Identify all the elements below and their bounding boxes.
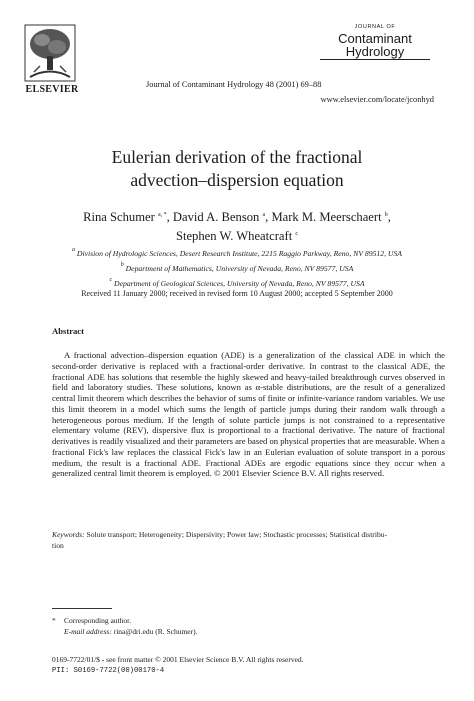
- keywords-line-1: [52, 530, 445, 541]
- footnote-mark: *: [52, 616, 56, 625]
- corresponding-note: [52, 616, 197, 627]
- journal-brand-small: JOURNAL OF: [354, 24, 396, 30]
- keywords-label: Keywords:: [52, 530, 85, 539]
- issn-line: 0169-7722/01/$ - see front matter © 2001 Elsevier Science B.V. All rights reserved.: [52, 655, 304, 664]
- pii-line: PII: S0169-7722(00)00170-4: [52, 666, 165, 675]
- author-list: [0, 207, 474, 245]
- footnote-rule: [52, 608, 112, 609]
- affiliation-mark: a: [71, 247, 75, 253]
- author-affil-mark: a: [262, 212, 266, 218]
- journal-brand-line1: Contaminant: [338, 31, 412, 46]
- affiliation-item: [0, 260, 474, 275]
- author-name: David A. Benson: [172, 210, 260, 224]
- author-affil-mark: b: [384, 212, 388, 218]
- affiliations: [0, 245, 474, 289]
- keywords: [52, 530, 445, 551]
- abstract-heading: Abstract: [52, 326, 84, 336]
- affiliation-mark: c: [109, 276, 113, 283]
- author-affil-mark: a, *: [157, 212, 167, 218]
- affiliation-text: Division of Hydrologic Sciences, Desert Research Institute, 2215 Raggio Parkway, Reno, NV 89512, USA: [76, 249, 403, 258]
- publisher-name: ELSEVIER: [25, 84, 79, 95]
- title-line-1: Eulerian derivation of the fractional: [111, 147, 363, 167]
- email-address[interactable]: rina@dri.edu (R. Schumer).: [113, 626, 198, 636]
- footnote: [52, 616, 197, 637]
- author-line-2: [0, 226, 474, 245]
- author-name: Mark M. Meerschaert: [271, 210, 382, 224]
- affiliation-text: Department of Geological Sciences, University of Nevada, Reno, NV 89577, USA: [114, 278, 365, 288]
- affiliation-text: Department of Mathematics, University of Nevada, Reno, NV 89577, USA: [125, 263, 354, 273]
- author-name: Rina Schumer: [83, 210, 155, 224]
- author-line-1: Rina Schumer $^{a, *}$, David A. Benson $^a$, Mark M. Meerschaert $^b$,: [83, 210, 391, 224]
- author-name: Stephen W. Wheatcraft: [175, 229, 293, 243]
- journal-citation: Journal of Contaminant Hydrology 48 (2001) 69–88: [146, 80, 322, 89]
- keywords-text: Solute transport; Heterogeneity; Dispersivity; Power law; Stochastic processes; Statistical distribu-: [86, 530, 388, 539]
- journal-url[interactable]: www.elsevier.com/locate/jconhyd: [320, 95, 434, 104]
- paper-title: [0, 146, 474, 192]
- tree-logo-icon: [22, 22, 78, 86]
- keywords-line-2: tion: [52, 540, 64, 550]
- author-affil-mark: c: [295, 231, 299, 237]
- title-line-2: advection–dispersion equation: [130, 170, 344, 190]
- journal-brand-line2: Hydrology: [345, 44, 405, 59]
- received-dates: Received 11 January 2000; received in revised form 10 August 2000; accepted 5 September 2000: [81, 289, 393, 298]
- affiliation-item: [0, 245, 474, 260]
- abstract-body: A fractional advection–dispersion equation (ADE) is a generalization of the classical ADE in which the second-order derivative is replaced with a fractional-order derivative. In contrast to the classical ADE, the fractional ADE has solutions that resemble the highly skewed and heavy-tailed breakthrough curves observed in field and laboratory studies. These solutions, known as α-stable distributions, are the result of a generalized central limit theorem which describes the behavior of sums of finite or infinite-variance random variables. We use this limit theorem in a model which sums the length of particle jumps during their random walk through a heterogeneous porous medium. If the length of solute particle jumps is not constrained to a representative elementary volume (REV), dispersive flux is proportional to a fractional derivative. The nature of fractional derivatives is readily visualized and their parameters are based on physical properties that are measurable. When a fractional Fick's law replaces the classical Fick's law in an Eulerian evaluation of solute transport in a porous medium, the result is a fractional ADE. Fractional ADEs are ergodic equations since they occur when a generalized central limit theorem is employed. © 2001 Elsevier Science B.V. All rights reserved.: [52, 350, 445, 479]
- copyright-block: [52, 655, 304, 676]
- journal-brand: [320, 24, 430, 60]
- affiliation-mark: b: [120, 261, 124, 268]
- brand-rule: [320, 59, 430, 60]
- email-note: [52, 627, 197, 638]
- corresponding-text: Corresponding author.: [64, 616, 132, 625]
- affiliation-item: [0, 275, 474, 290]
- email-label: E-mail address:: [64, 626, 112, 636]
- elsevier-tree-logo: [22, 22, 78, 86]
